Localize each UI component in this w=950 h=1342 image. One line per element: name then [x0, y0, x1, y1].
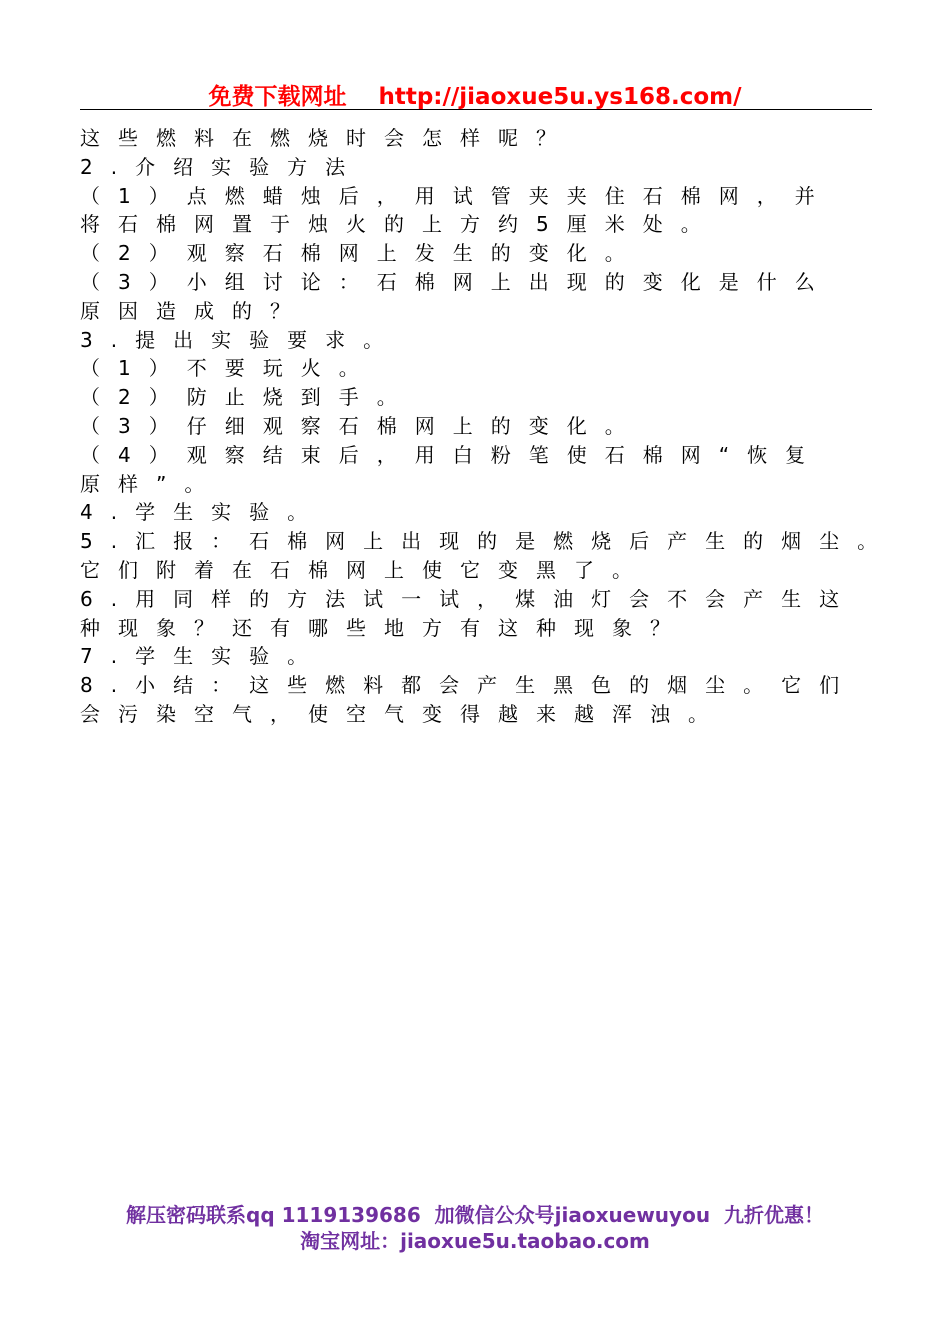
body-line: 3.提出实验要求。: [80, 327, 402, 352]
body-line: （2）防止烧到手。: [80, 385, 415, 410]
body-line: （1）点燃蜡烛后，用试管夹夹住石棉网，并: [80, 183, 833, 208]
body-line: （1）不要玩火。: [80, 356, 377, 381]
body-line: （4）观察结束后，用白粉笔使石棉网“恢复: [80, 442, 824, 467]
body-line: 原因造成的？: [80, 298, 308, 323]
body-line: （3）仔细观察石棉网上的变化。: [80, 413, 643, 438]
body-line: 4.学生实验。: [80, 500, 326, 525]
footer-contact-line: 解压密码联系qq 1119139686 加微信公众号jiaoxuewuyou 九折优惠！: [126, 1203, 824, 1227]
body-line: 这些燃料在燃烧时会怎样呢？: [80, 126, 574, 150]
body-line: （2）观察石棉网上发生的变化。: [80, 241, 643, 266]
header-download-url: 免费下载网址 http://jiaoxue5u.ys168.com/: [208, 84, 742, 110]
body-line: （3）小组讨论：石棉网上出现的变化是什么: [80, 269, 833, 294]
body-line: 8.小结：这些燃料都会产生黑色的烟尘。它们: [80, 673, 858, 698]
body-line: 2.介绍实验方法: [80, 154, 364, 179]
body-line: 会污染空气，使空气变得越来越浑浊。: [80, 701, 726, 726]
body-line: 种现象？还有哪些地方有这种现象？: [80, 615, 688, 640]
body-line: 将石棉网置于烛火的上方约5厘米处。: [80, 212, 719, 237]
body-line: 7.学生实验。: [80, 644, 326, 669]
body-line: 它们附着在石棉网上使它变黑了。: [80, 557, 650, 582]
body-line: 6.用同样的方法试一试，煤油灯会不会产生这: [80, 586, 858, 611]
body-line: 5.汇报：石棉网上出现的是燃烧后产生的烟尘。: [80, 529, 896, 554]
document-body: [80, 124, 896, 729]
footer-shop-url: 淘宝网址：jiaoxue5u.taobao.com: [300, 1229, 650, 1253]
body-line: 原样”。: [80, 471, 223, 496]
header-divider: [80, 109, 872, 110]
